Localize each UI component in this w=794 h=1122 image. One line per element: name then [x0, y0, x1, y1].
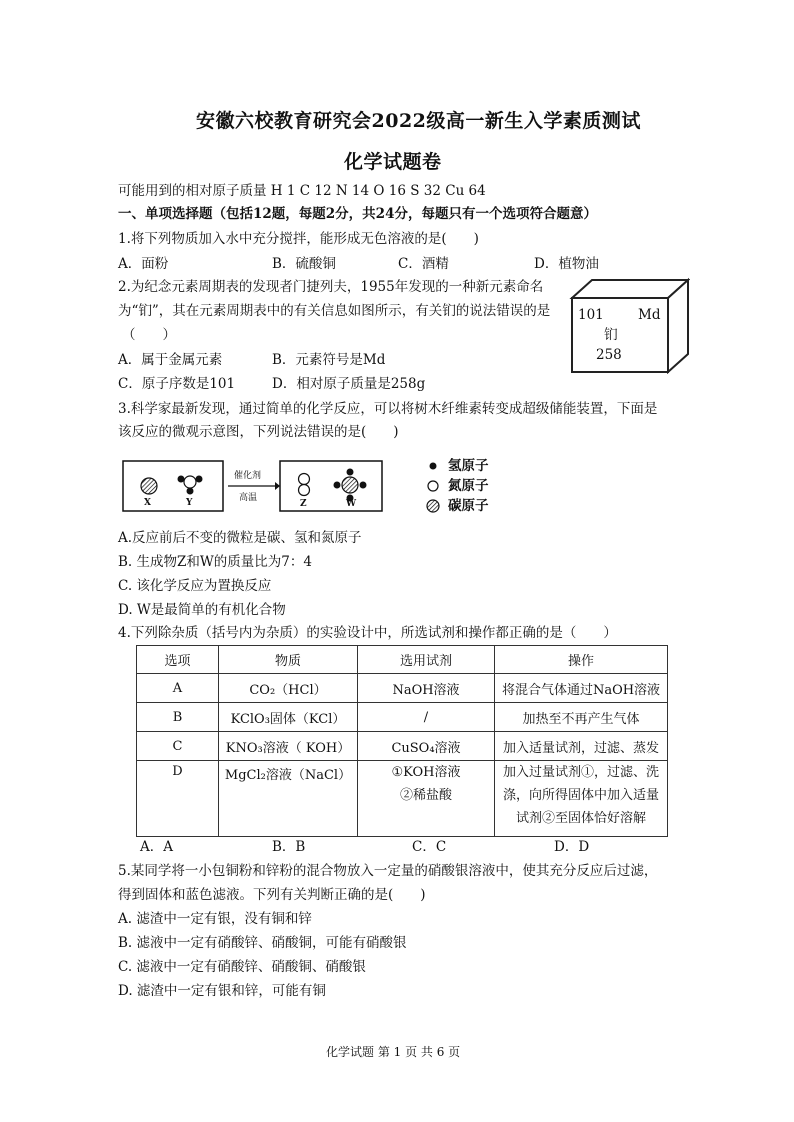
- atomic-masses: 可能用到的相对原子质量 H 1 C 12 N 14 O 16 S 32 Cu 64: [118, 183, 486, 199]
- operation-line: 试剂②至固体恰好溶解: [515, 811, 646, 826]
- q4-option-a: A．A: [140, 839, 173, 855]
- label-y: Y: [186, 498, 193, 508]
- table-row: [137, 674, 668, 703]
- q5-option-c: C. 滤液中一定有硝酸锌、硝酸铜、硝酸银: [118, 959, 366, 975]
- q4-option-d: D．D: [554, 839, 590, 855]
- cell-substance: KClO₃固体（KCl）: [219, 703, 358, 732]
- table-header-row: [137, 646, 668, 674]
- q2-stem-line1: 2.为纪念元素周期表的发现者门捷列夫，1955年发现的一种新元素命名: [118, 279, 544, 295]
- cell-operation: 将混合气体通过NaOH溶液: [495, 674, 668, 703]
- label-z: Z: [300, 499, 307, 509]
- cell-option: A: [137, 674, 219, 703]
- cell-substance: KNO₃溶液（ KOH）: [219, 732, 358, 761]
- q2-stem-line2: 为“钔”，其在元素周期表中的有关信息如图所示，有关钔的说法错误的是: [118, 303, 551, 319]
- header-operation: 操作: [495, 646, 668, 674]
- legend-hydrogen: 氢原子: [448, 458, 489, 474]
- q1-option-c: C．酒精: [398, 256, 449, 272]
- cell-substance: CO₂（HCl）: [219, 674, 358, 703]
- cell-operation: 加热至不再产生气体: [495, 703, 668, 732]
- cell-option: D: [137, 761, 219, 837]
- q5-stem-line2: 得到固体和蓝色滤液。下列有关判断正确的是( ): [118, 887, 426, 903]
- operation-line: 加入过量试剂①，过滤、洗: [502, 765, 659, 780]
- q4-stem: 4.下列除杂质（括号内为杂质）的实验设计中，所选试剂和操作都正确的是（ ）: [118, 625, 617, 641]
- q5-option-d: D. 滤渣中一定有银和锌，可能有铜: [118, 983, 326, 999]
- operation-line: 涤，向所得固体中加入适量: [502, 788, 659, 803]
- cell-operation: 加入适量试剂，过滤、蒸发: [495, 732, 668, 761]
- q3-option-d: D. W是最简单的有机化合物: [118, 602, 286, 618]
- cell-substance: MgCl₂溶液（NaCl）: [219, 761, 358, 837]
- page-title: 安徽六校教育研究会2022级高一新生入学素质测试: [196, 110, 641, 132]
- q1-option-a: A．面粉: [118, 256, 169, 272]
- legend-nitrogen: 氮原子: [448, 478, 489, 494]
- table-row: [137, 703, 668, 732]
- element-cube-icon: [564, 276, 690, 374]
- header-substance: 物质: [219, 646, 358, 674]
- reagent-line: ②稀盐酸: [399, 788, 452, 803]
- legend-carbon: 碳原子: [448, 498, 489, 514]
- element-symbol: Md: [638, 307, 661, 323]
- cell-operation: [495, 761, 668, 837]
- q4-option-c: C．C: [412, 839, 447, 855]
- section-heading: 一、单项选择题（包括12题，每题2分，共24分，每题只有一个选项符合题意）: [118, 206, 597, 222]
- q5-option-b: B. 滤液中一定有硝酸锌、硝酸铜，可能有硝酸银: [118, 935, 407, 951]
- q4-table: [136, 645, 668, 837]
- header-option: 选项: [137, 646, 219, 674]
- cell-reagent: [358, 761, 495, 837]
- q4-option-b: B．B: [272, 839, 306, 855]
- q1-option-d: D．植物油: [534, 256, 599, 272]
- page-subtitle: 化学试题卷: [344, 151, 442, 173]
- cell-reagent: /: [358, 703, 495, 732]
- label-w: W: [346, 499, 357, 509]
- cell-reagent: NaOH溶液: [358, 674, 495, 703]
- label-x: X: [144, 498, 151, 508]
- q2-option-a: A．属于金属元素: [118, 352, 223, 368]
- cell-option: C: [137, 732, 219, 761]
- q3-stem-line2: 该反应的微观示意图，下列说法错误的是( ): [118, 424, 399, 440]
- element-name: 钔: [604, 327, 618, 343]
- cell-reagent: CuSO₄溶液: [358, 732, 495, 761]
- element-mass: 258: [596, 347, 622, 363]
- reaction-schematic-icon: [122, 456, 502, 518]
- header-reagent: 选用试剂: [358, 646, 495, 674]
- cell-option: B: [137, 703, 219, 732]
- q5-stem-line1: 5.某同学将一小包铜粉和锌粉的混合物放入一定量的硝酸银溶液中，使其充分反应后过滤，: [118, 863, 658, 879]
- q3-option-c: C. 该化学反应为置换反应: [118, 578, 272, 594]
- q2-option-d: D．相对原子质量是258g: [272, 376, 426, 392]
- q3-option-a: A.反应前后不变的微粒是碳、氢和氮原子: [118, 530, 362, 546]
- reaction-diagram: [122, 456, 502, 518]
- table-row: [137, 732, 668, 761]
- q1-stem: 1.将下列物质加入水中充分搅拌，能形成无色溶液的是( ): [118, 231, 479, 247]
- condition-label: 高温: [239, 493, 258, 503]
- q5-option-a: A. 滤渣中一定有银，没有铜和锌: [118, 911, 312, 927]
- element-number: 101: [578, 307, 604, 323]
- q2-option-c: C．原子序数是101: [118, 376, 236, 392]
- reagent-line: ①KOH溶液: [391, 765, 461, 780]
- element-card: [564, 276, 690, 374]
- table-row: [137, 761, 668, 837]
- page-footer: 化学试题 第 1 页 共 6 页: [326, 1045, 461, 1059]
- q3-stem-line1: 3.科学家最新发现，通过简单的化学反应，可以将树木纤维素转变成超级储能装置，下面是: [118, 401, 658, 417]
- q2-option-b: B．元素符号是Md: [272, 352, 386, 368]
- catalyst-label: 催化剂: [234, 471, 262, 481]
- q3-option-b: B. 生成物Z和W的质量比为7：4: [118, 554, 312, 570]
- q2-stem-line3: （ ）: [122, 327, 176, 343]
- q1-option-b: B．硫酸铜: [272, 256, 336, 272]
